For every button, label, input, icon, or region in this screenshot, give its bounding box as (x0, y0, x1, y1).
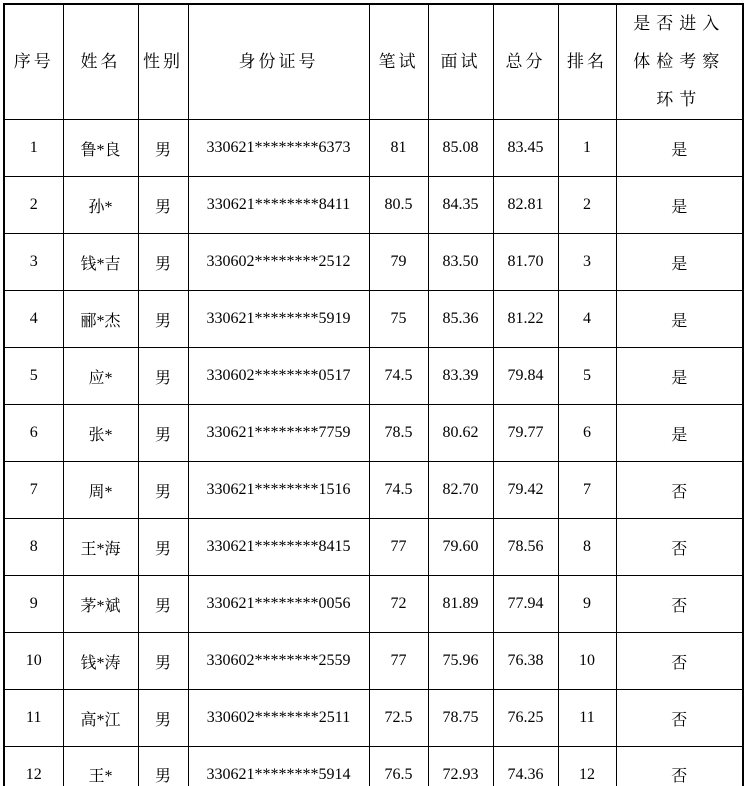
cell-medical: 否 (616, 690, 743, 747)
cell-medical: 是 (616, 234, 743, 291)
cell-total: 79.77 (493, 405, 558, 462)
cell-serial: 9 (4, 576, 63, 633)
header-medical: 是否进入体检考察环节 (616, 4, 743, 120)
cell-name: 孙* (63, 177, 138, 234)
cell-rank: 10 (558, 633, 616, 690)
cell-total: 76.25 (493, 690, 558, 747)
cell-gender: 男 (138, 405, 188, 462)
cell-name: 王*海 (63, 519, 138, 576)
cell-interview: 72.93 (428, 747, 493, 786)
header-id-number: 身份证号 (188, 4, 369, 120)
table-row (4, 405, 743, 462)
cell-gender: 男 (138, 690, 188, 747)
cell-id-number: 330621********1516 (188, 462, 369, 519)
cell-medical: 否 (616, 462, 743, 519)
header-row (4, 4, 743, 120)
cell-medical: 是 (616, 120, 743, 177)
cell-interview: 79.60 (428, 519, 493, 576)
cell-serial: 5 (4, 348, 63, 405)
table-row (4, 576, 743, 633)
table-row (4, 519, 743, 576)
cell-id-number: 330621********7759 (188, 405, 369, 462)
cell-serial: 10 (4, 633, 63, 690)
cell-id-number: 330602********2559 (188, 633, 369, 690)
cell-name: 郦*杰 (63, 291, 138, 348)
cell-rank: 3 (558, 234, 616, 291)
cell-medical: 是 (616, 348, 743, 405)
cell-medical: 是 (616, 177, 743, 234)
cell-name: 张* (63, 405, 138, 462)
table-row (4, 234, 743, 291)
cell-interview: 82.70 (428, 462, 493, 519)
cell-rank: 6 (558, 405, 616, 462)
cell-id-number: 330621********0056 (188, 576, 369, 633)
cell-id-number: 330621********5919 (188, 291, 369, 348)
table-row (4, 348, 743, 405)
cell-rank: 7 (558, 462, 616, 519)
cell-interview: 83.50 (428, 234, 493, 291)
cell-total: 79.84 (493, 348, 558, 405)
cell-interview: 84.35 (428, 177, 493, 234)
cell-medical: 否 (616, 747, 743, 786)
cell-rank: 2 (558, 177, 616, 234)
cell-id-number: 330621********5914 (188, 747, 369, 786)
cell-written: 72.5 (369, 690, 428, 747)
cell-rank: 11 (558, 690, 616, 747)
cell-rank: 5 (558, 348, 616, 405)
cell-total: 74.36 (493, 747, 558, 786)
cell-interview: 85.36 (428, 291, 493, 348)
table-row (4, 291, 743, 348)
header-name: 姓名 (63, 4, 138, 120)
cell-total: 82.81 (493, 177, 558, 234)
cell-name: 应* (63, 348, 138, 405)
cell-interview: 75.96 (428, 633, 493, 690)
table-row (4, 633, 743, 690)
cell-written: 72 (369, 576, 428, 633)
cell-name: 茅*斌 (63, 576, 138, 633)
score-table (3, 3, 744, 786)
cell-written: 79 (369, 234, 428, 291)
cell-written: 78.5 (369, 405, 428, 462)
cell-gender: 男 (138, 348, 188, 405)
cell-total: 77.94 (493, 576, 558, 633)
cell-medical: 否 (616, 633, 743, 690)
cell-id-number: 330602********0517 (188, 348, 369, 405)
cell-medical: 否 (616, 576, 743, 633)
cell-serial: 2 (4, 177, 63, 234)
cell-id-number: 330621********6373 (188, 120, 369, 177)
cell-serial: 6 (4, 405, 63, 462)
header-total: 总分 (493, 4, 558, 120)
cell-interview: 85.08 (428, 120, 493, 177)
header-gender: 性别 (138, 4, 188, 120)
cell-rank: 8 (558, 519, 616, 576)
cell-serial: 7 (4, 462, 63, 519)
header-written: 笔试 (369, 4, 428, 120)
cell-serial: 4 (4, 291, 63, 348)
cell-total: 83.45 (493, 120, 558, 177)
cell-id-number: 330621********8415 (188, 519, 369, 576)
cell-gender: 男 (138, 633, 188, 690)
cell-name: 高*江 (63, 690, 138, 747)
cell-gender: 男 (138, 462, 188, 519)
table-row (4, 462, 743, 519)
cell-medical: 是 (616, 405, 743, 462)
cell-id-number: 330602********2511 (188, 690, 369, 747)
cell-written: 80.5 (369, 177, 428, 234)
cell-rank: 4 (558, 291, 616, 348)
cell-interview: 78.75 (428, 690, 493, 747)
cell-written: 74.5 (369, 348, 428, 405)
cell-interview: 83.39 (428, 348, 493, 405)
cell-name: 王* (63, 747, 138, 786)
header-interview: 面试 (428, 4, 493, 120)
cell-rank: 9 (558, 576, 616, 633)
cell-gender: 男 (138, 177, 188, 234)
cell-gender: 男 (138, 747, 188, 786)
cell-interview: 80.62 (428, 405, 493, 462)
cell-written: 75 (369, 291, 428, 348)
cell-gender: 男 (138, 519, 188, 576)
table-row (4, 690, 743, 747)
cell-id-number: 330602********2512 (188, 234, 369, 291)
cell-total: 81.22 (493, 291, 558, 348)
cell-serial: 3 (4, 234, 63, 291)
table-row (4, 177, 743, 234)
cell-medical: 是 (616, 291, 743, 348)
header-rank: 排名 (558, 4, 616, 120)
cell-total: 81.70 (493, 234, 558, 291)
cell-written: 81 (369, 120, 428, 177)
cell-rank: 12 (558, 747, 616, 786)
cell-written: 77 (369, 519, 428, 576)
cell-medical: 否 (616, 519, 743, 576)
table-row (4, 120, 743, 177)
cell-serial: 8 (4, 519, 63, 576)
header-serial: 序号 (4, 4, 63, 120)
cell-total: 76.38 (493, 633, 558, 690)
cell-serial: 1 (4, 120, 63, 177)
cell-rank: 1 (558, 120, 616, 177)
cell-gender: 男 (138, 576, 188, 633)
cell-serial: 11 (4, 690, 63, 747)
cell-id-number: 330621********8411 (188, 177, 369, 234)
cell-serial: 12 (4, 747, 63, 786)
cell-interview: 81.89 (428, 576, 493, 633)
cell-written: 74.5 (369, 462, 428, 519)
cell-total: 78.56 (493, 519, 558, 576)
cell-written: 76.5 (369, 747, 428, 786)
cell-total: 79.42 (493, 462, 558, 519)
cell-written: 77 (369, 633, 428, 690)
cell-gender: 男 (138, 234, 188, 291)
cell-name: 钱*吉 (63, 234, 138, 291)
cell-gender: 男 (138, 291, 188, 348)
cell-name: 鲁*良 (63, 120, 138, 177)
cell-name: 周* (63, 462, 138, 519)
table-body (4, 120, 743, 786)
cell-gender: 男 (138, 120, 188, 177)
table-row (4, 747, 743, 786)
cell-name: 钱*涛 (63, 633, 138, 690)
